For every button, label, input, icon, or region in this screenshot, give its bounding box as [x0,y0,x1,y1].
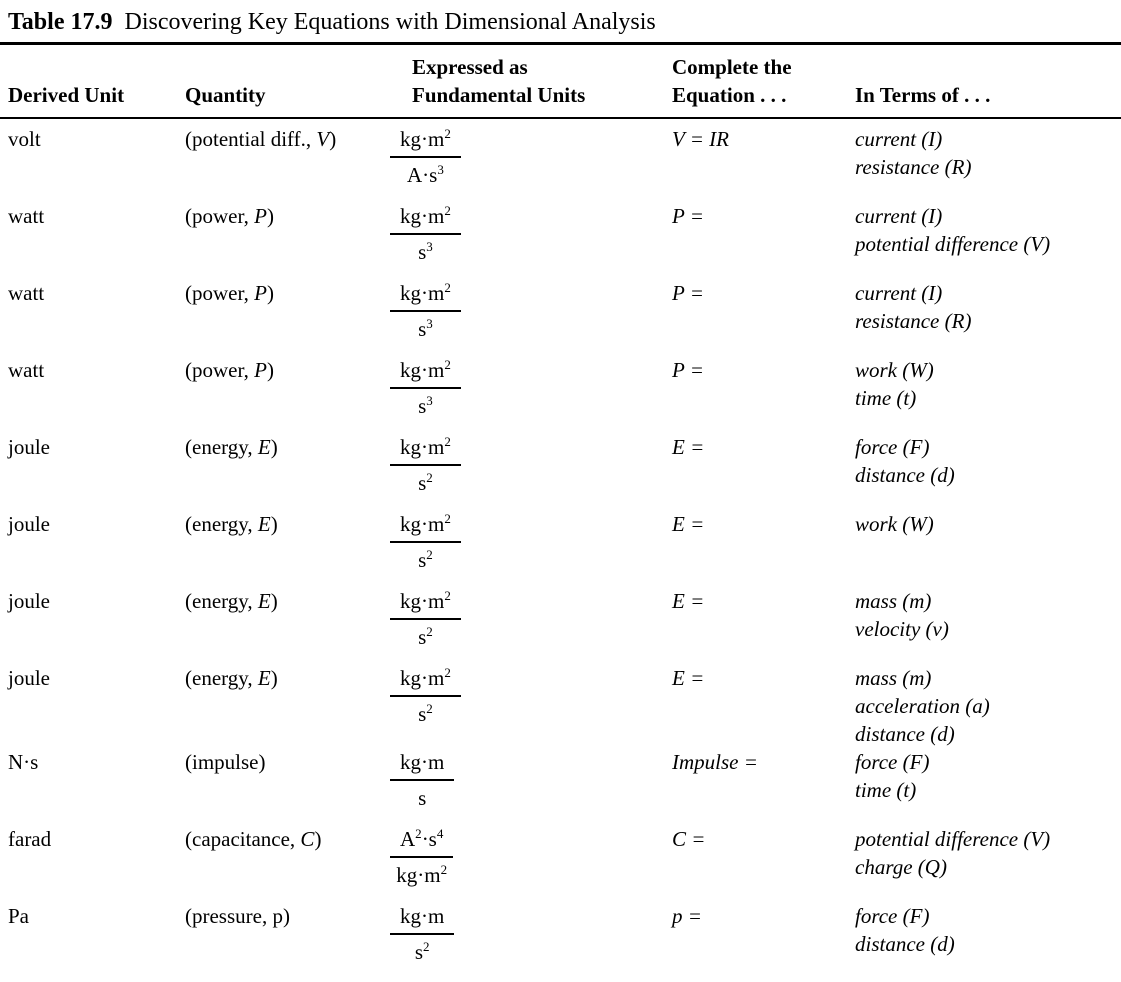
term: time (t) [855,386,917,410]
term: resistance (R) [855,309,972,333]
fundamental-units-cell [390,825,672,889]
term: mass (m) [855,589,932,613]
equation-cell: E = [672,666,705,690]
fundamental-units-cell [390,510,672,574]
fraction-denominator: $s^2$ [418,470,433,495]
quantity-cell: (potential diff., V) [185,127,337,151]
equation-cell: C = [672,827,706,851]
fundamental-units-cell [390,902,672,966]
equation-cell: p = [672,904,702,928]
fraction-numerator: $kg\cdot m^2$ [390,356,461,389]
header-expressed-line2: Fundamental Units [412,83,586,107]
terms-cell [855,825,1121,881]
header-derived-unit: Derived Unit [8,83,125,107]
unit-fraction [390,279,461,343]
unit-fraction [390,356,461,420]
unit-fraction [390,664,461,728]
derived-unit-cell: watt [8,358,45,382]
fundamental-units-cell [390,587,672,651]
term: current (I) [855,127,943,151]
equation-cell: Impulse = [672,750,758,774]
derived-unit-cell: watt [8,281,45,305]
fraction-numerator: $kg\cdot m^2$ [390,433,461,466]
term: force (F) [855,435,930,459]
terms-cell [855,279,1121,335]
fundamental-units-cell [390,664,672,728]
equation-cell: P = [672,281,704,305]
fraction-denominator: $s^2$ [414,939,430,964]
quantity-cell: (energy, E) [185,512,278,536]
terms-cell [855,356,1121,412]
equation-cell: E = [672,512,705,536]
terms-cell [855,748,1121,804]
table-row [0,825,1121,902]
equation-cell: E = [672,589,705,613]
header-expressed-as-fundamental-units [412,53,672,109]
table-body [0,119,1121,979]
table-row [0,510,1121,587]
table-title [0,6,1121,42]
header-quantity: Quantity [185,83,266,107]
term: charge (Q) [855,855,947,879]
derived-unit-cell: joule [8,589,50,613]
quantity-cell: (power, P) [185,281,274,305]
fraction-numerator: kg·m [390,748,454,781]
fraction-numerator: $A^2\cdot s^4$ [390,825,453,858]
unit-fraction [390,825,453,889]
unit-fraction [390,125,461,189]
table-header-row [0,45,1121,117]
term: acceleration (a) [855,694,990,718]
unit-fraction [390,748,454,812]
equation-cell: P = [672,358,704,382]
derived-unit-cell: joule [8,435,50,459]
fraction-denominator: $A\cdot s^3$ [406,162,444,187]
terms-cell [855,587,1121,643]
quantity-cell: (power, P) [185,358,274,382]
fraction-numerator: $kg\cdot m^2$ [390,125,461,158]
table-row [0,279,1121,356]
fraction-numerator: $kg\cdot m^2$ [390,202,461,235]
fraction-denominator: $s^2$ [418,624,433,649]
fraction-denominator: $s^3$ [418,239,433,264]
fraction-denominator: $s^3$ [418,316,433,341]
term: potential difference (V) [855,827,1051,851]
fraction-denominator: $s^2$ [418,701,433,726]
table-row [0,356,1121,433]
fundamental-units-cell [390,748,672,812]
terms-cell [855,510,1121,538]
quantity-cell: (energy, E) [185,435,278,459]
table-row [0,664,1121,748]
unit-fraction [390,202,461,266]
derived-unit-cell: joule [8,666,50,690]
fraction-numerator: $kg\cdot m^2$ [390,510,461,543]
term: resistance (R) [855,155,972,179]
term: force (F) [855,904,930,928]
table-row [0,587,1121,664]
fundamental-units-cell [390,433,672,497]
fraction-denominator: $s^2$ [418,547,433,572]
derived-unit-cell: farad [8,827,52,851]
unit-fraction [390,510,461,574]
term: force (F) [855,750,930,774]
derived-unit-cell: joule [8,512,50,536]
header-in-terms-of: In Terms of . . . [855,83,991,107]
term: work (W) [855,512,934,536]
table-row [0,202,1121,279]
table-row [0,748,1121,825]
fraction-numerator: kg·m [390,902,454,935]
derived-unit-cell: N·s [8,750,39,774]
table-row [0,902,1121,979]
terms-cell [855,202,1121,258]
term: distance (d) [855,722,955,746]
fundamental-units-cell [390,356,672,420]
term: velocity (v) [855,617,949,641]
term: distance (d) [855,463,955,487]
header-complete-line1: Complete the [672,55,792,79]
quantity-cell: (power, P) [185,204,274,228]
fundamental-units-cell [390,279,672,343]
term: current (I) [855,204,943,228]
header-complete-the-equation [672,53,855,109]
term: distance (d) [855,932,955,956]
term: time (t) [855,778,917,802]
fundamental-units-cell [390,202,672,266]
term: current (I) [855,281,943,305]
unit-fraction [390,587,461,651]
quantity-cell: (energy, E) [185,666,278,690]
table-caption: Discovering Key Equations with Dimensional Analysis [124,9,656,35]
equation-cell: V = IR [672,127,729,151]
derived-unit-cell: watt [8,204,45,228]
quantity-cell: (impulse) [185,750,266,774]
terms-cell [855,664,1121,748]
fundamental-units-cell [390,125,672,189]
fraction-denominator: $kg\cdot m^2$ [396,862,448,887]
term: potential difference (V) [855,232,1051,256]
header-expressed-line1: Expressed as [412,55,528,79]
fraction-numerator: $kg\cdot m^2$ [390,279,461,312]
table-row [0,125,1121,202]
derived-unit-cell: Pa [8,904,29,928]
quantity-cell: (pressure, p) [185,904,290,928]
fraction-numerator: $kg\cdot m^2$ [390,587,461,620]
unit-fraction [390,433,461,497]
unit-fraction [390,902,454,966]
equation-cell: P = [672,204,704,228]
terms-cell [855,125,1121,181]
header-complete-line2: Equation . . . [672,83,787,107]
derived-unit-cell: volt [8,127,41,151]
table-number: Table 17.9 [8,9,113,35]
fraction-denominator: s [418,786,427,810]
quantity-cell: (capacitance, C) [185,827,322,851]
quantity-cell: (energy, E) [185,589,278,613]
term: mass (m) [855,666,932,690]
equation-cell: E = [672,435,705,459]
table-row [0,433,1121,510]
fraction-denominator: $s^3$ [418,393,433,418]
terms-cell [855,433,1121,489]
term: work (W) [855,358,934,382]
terms-cell [855,902,1121,958]
fraction-numerator: $kg\cdot m^2$ [390,664,461,697]
